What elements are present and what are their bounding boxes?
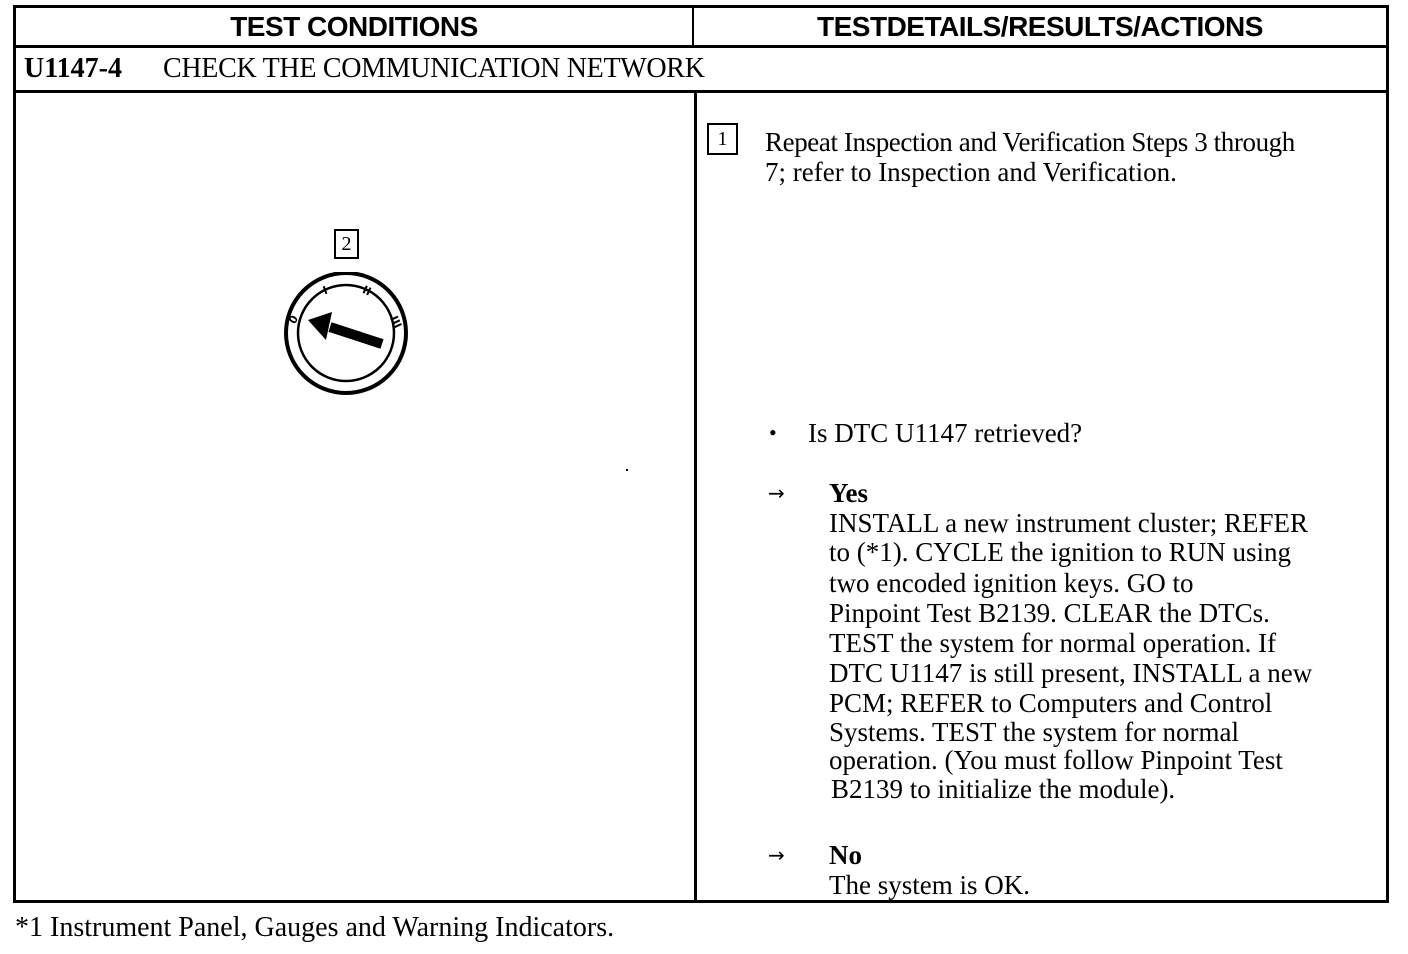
instruction-line-1: Repeat Inspection and Verification Steps 3 through [765, 127, 1295, 157]
yes-arrow: → [768, 481, 785, 505]
yes-line-5: TEST the system for normal operation. If [829, 628, 1277, 658]
ignition-position-acc: I [321, 283, 330, 298]
column-divider [694, 93, 697, 903]
no-arrow: → [768, 843, 785, 867]
step-title-row [16, 48, 1386, 93]
header-test-details: TESTDETAILS/RESULTS/ACTIONS [817, 10, 1263, 42]
ignition-key-shaft [330, 327, 382, 344]
footnote: *1 Instrument Panel, Gauges and Warning Indicators. [15, 912, 615, 943]
yes-line-2: to (*1). CYCLE the ignition to RUN using [829, 537, 1291, 567]
ignition-position-off: 0 [286, 313, 302, 327]
ignition-switch-icon [280, 272, 414, 398]
no-label: No [829, 840, 862, 870]
step-code: U1147-4 [24, 53, 122, 84]
yes-line-3: two encoded ignition keys. GO to [829, 568, 1194, 598]
yes-label: Yes [829, 478, 868, 508]
header-test-conditions: TEST CONDITIONS [16, 8, 694, 45]
step-number-box [707, 123, 738, 155]
ignition-position-start: III [387, 313, 405, 331]
question-bullet: • [769, 420, 777, 445]
yes-line-8: Systems. TEST the system for normal [829, 717, 1239, 747]
instruction-line-2: 7; refer to Inspection and Verification. [765, 157, 1177, 187]
yes-line-4: Pinpoint Test B2139. CLEAR the DTCs. [829, 598, 1270, 628]
question-text: Is DTC U1147 retrieved? [808, 418, 1083, 448]
step-number: 1 [717, 127, 728, 150]
no-text: The system is OK. [829, 870, 1030, 900]
yes-line-6: DTC U1147 is still present, INSTALL a new [829, 658, 1313, 688]
callout-box [334, 229, 359, 259]
yes-line-1: INSTALL a new instrument cluster; REFER [829, 508, 1309, 538]
ignition-position-run: II [360, 283, 374, 299]
header-row [16, 8, 1386, 48]
stray-dot [626, 469, 628, 471]
yes-line-7: PCM; REFER to Computers and Control [829, 688, 1273, 718]
step-title: CHECK THE COMMUNICATION NETWORK [163, 53, 705, 84]
ignition-key-arrowhead [308, 312, 332, 340]
callout-number: 2 [341, 232, 352, 255]
yes-line-9: operation. (You must follow Pinpoint Test [829, 745, 1283, 775]
yes-line-10: B2139 to initialize the module). [831, 774, 1176, 804]
